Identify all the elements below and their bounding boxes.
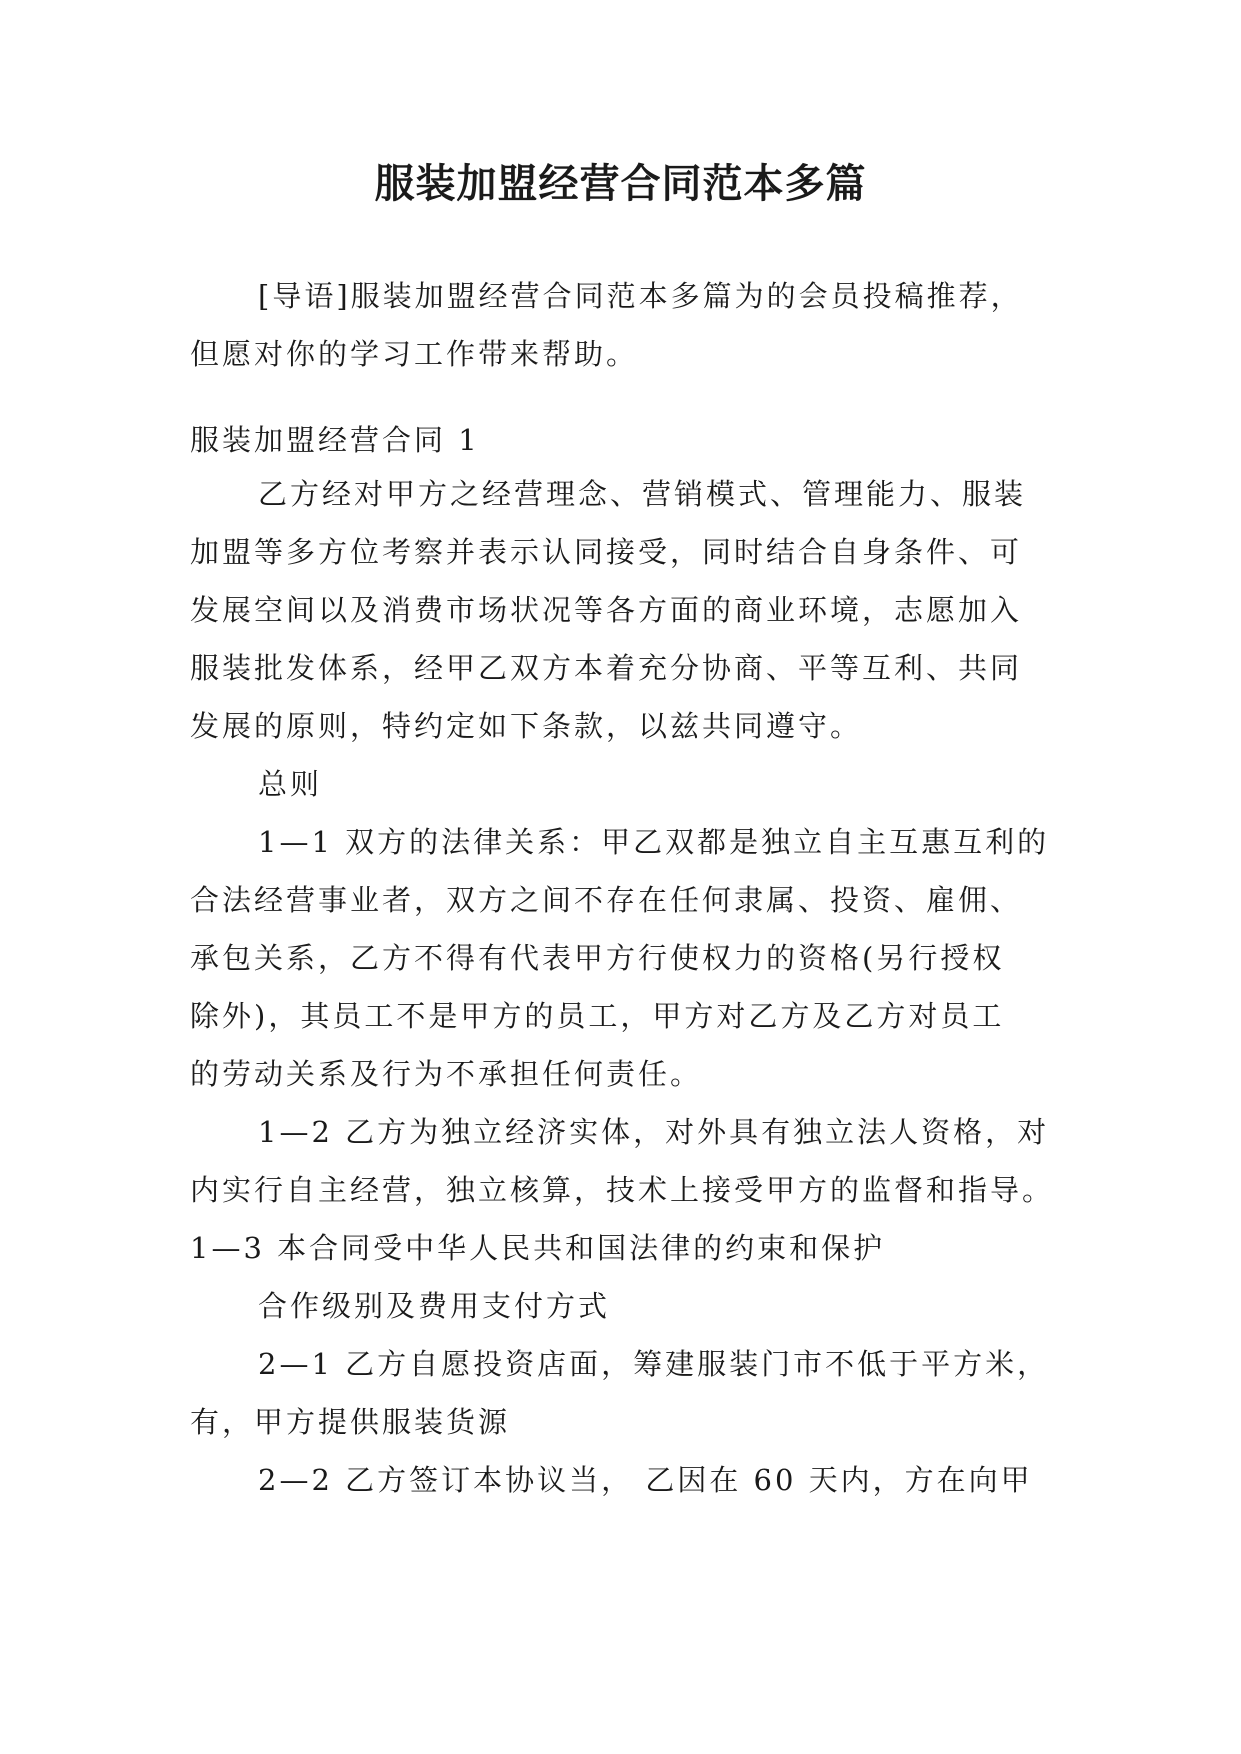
document-title: 服装加盟经营合同范本多篇 <box>374 161 867 207</box>
body-line: 1—3 本合同受中华人民共和国法律的约束和保护 <box>190 1231 886 1265</box>
body-line: 的劳动关系及行为不承担任何责任。 <box>190 1057 703 1091</box>
body-line: 合法经营事业者，双方之间不存在任何隶属、投资、雇佣、 <box>190 883 1023 917</box>
intro-paragraph <box>190 267 1060 383</box>
body-line: 1—1 双方的法律关系：甲乙双都是独立自主互惠互利的 <box>258 825 1050 859</box>
body-line: 1—2 乙方为独立经济实体，对外具有独立法人资格，对 <box>258 1115 1050 1149</box>
body-line: 内实行自主经营，独立核算，技术上接受甲方的监督和指导。 <box>190 1173 1055 1207</box>
body-line: 2—2 乙方签订本协议当， 乙因在 60 天内，方在向甲 <box>258 1463 1033 1497</box>
body-line: 乙方经对甲方之经营理念、营销模式、管理能力、服装 <box>258 477 1027 511</box>
body-line: 发展空间以及消费市场状况等各方面的商业环境，志愿加入 <box>190 593 1023 627</box>
body-line-cooperation-heading: 合作级别及费用支付方式 <box>258 1289 611 1323</box>
body-line: 2—1 乙方自愿投资店面，筹建服装门市不低于平方米， <box>258 1347 1050 1381</box>
body-line: 除外)，其员工不是甲方的员工，甲方对乙方及乙方对员工 <box>190 999 1005 1033</box>
body-line: 加盟等多方位考察并表示认同接受，同时结合自身条件、可 <box>190 535 1023 569</box>
body-line-general-heading: 总则 <box>258 767 323 801</box>
contract-body <box>190 465 1060 1509</box>
body-line: 发展的原则，特约定如下条款，以兹共同遵守。 <box>190 709 863 743</box>
body-line: 承包关系，乙方不得有代表甲方行使权力的资格(另行授权 <box>190 941 1005 975</box>
intro-line: 但愿对你的学习工作带来帮助。 <box>190 337 639 371</box>
body-line: 服装批发体系，经甲乙双方本着充分协商、平等互利、共同 <box>190 651 1023 685</box>
intro-line: [导语]服装加盟经营合同范本多篇为的会员投稿推荐， <box>258 279 1023 313</box>
body-line: 有，甲方提供服装货源 <box>190 1405 511 1439</box>
section-heading-text: 服装加盟经营合同 1 <box>190 423 480 457</box>
section-heading <box>190 411 1060 469</box>
